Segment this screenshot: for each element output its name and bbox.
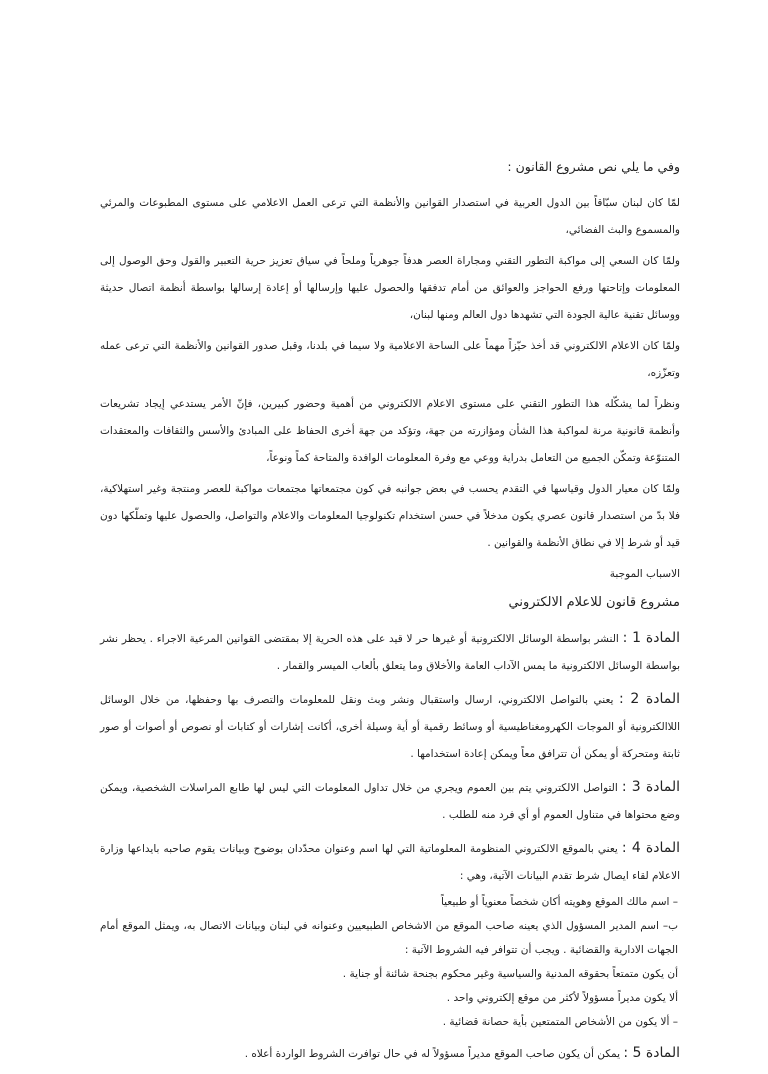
article-text: يعني بالموقع الالكتروني المنظومة المعلوماتية التي لها اسم وعنوان محدّدان بوضوح وبيانات يقوم صاحبه بايداعها وزارة الاعلام لقاء ايصال شرط تقدم البيانات الآتية، وهي : <box>100 843 680 882</box>
list-item: – ألا يكون من الأشخاص المتمتعين بأية حصانة قضائية . <box>442 1016 678 1028</box>
preamble-paragraph: لمّا كان لبنان سبّاقاً بين الدول العربية في استصدار القوانين والأنظمة التي ترعى العمل الاعلامي على مستوى المطبوعات والمرئي والمسموع والبث الفضائي، <box>100 197 680 236</box>
article-2 <box>100 686 680 768</box>
article-text: يعني بالتواصل الالكتروني، ارسال واستقبال ونشر وبث ونقل للمعلومات والتصرف بها وحفظها، من خلال الوسائل اللاالكترونية أو الموجات الكهرومغناطيسية أو وسائط رقمية أو أية وسيلة أخرى، أكانت إشارات أو كتابات أو نصوص أو أصوات أو صور ثابتة ومتحركة أو يمكن أن تترافق معاً ويمكن إعادة استخدامها . <box>100 694 680 760</box>
article-1 <box>100 625 680 680</box>
list-item: ألا يكون مديراً مسؤولاً لأكثر من موقع إلكتروني واحد . <box>446 992 678 1004</box>
article-text: يمكن أن يكون صاحب الموقع مديراً مسؤولاً له في حال توافرت الشروط الواردة أعلاه . <box>244 1048 621 1060</box>
preamble-paragraph: ولمّا كان الاعلام الالكتروني قد أخذ حيّزاً مهماً على الساحة الاعلامية ولا سيما في بلدنا، وقبل صدور القوانين والأنظمة التي ترعى عمله وتعزّزه، <box>100 340 680 379</box>
list-item: – اسم مالك الموقع وهويته أكان شخصاً معنوياً أو طبيعياً <box>440 896 678 908</box>
article-label: المادة 1 : <box>622 630 680 646</box>
article-text: النشر بواسطة الوسائل الالكترونية أو غيرها حر لا قيد على هذه الحرية إلا بمقتضى القوانين المرعية الاجراء . يحظر نشر بواسطة الوسائل الالكترونية ما يمس الآداب العامة والأخلاق وما يتعلق بألعاب الميسر والقمار . <box>100 633 680 672</box>
article-label: المادة 3 : <box>621 779 680 795</box>
list-item: أن يكون متمتعاً بحقوقه المدنية والسياسية وغير محكوم بجنحة شائنة أو جناية . <box>342 968 678 980</box>
article-5 <box>100 1040 680 1068</box>
law-title: مشروع قانون للاعلام الالكتروني <box>508 595 680 610</box>
article-4 <box>100 835 680 1034</box>
list-item: ب– اسم المدير المسؤول الذي يعينه صاحب الموقع من الاشخاص الطبيعيين وعنوانه في لبنان وبيانات الاتصال به، ويمثل الموقع أمام الجهات الادارية والقضائية . ويجب أن تتوافر فيه الشروط الآتية : <box>100 920 678 956</box>
preamble-paragraph: ونظراً لما يشكّله هذا التطور التقني على مستوى الاعلام الالكتروني من أهمية وحضور كبيرين، فإنّ الأمر يستدعي إيجاد تشريعات وأنظمة قانونية مرنة لمواكبة هذا الشأن ومؤازرته من جهة، وتؤكد من جهة أخرى الحفاظ على المبادئ والأسس والثقافات والمعتقدات المتنوّعة وتمكّن الجميع من التعامل بدراية ووعي مع وفرة المعلومات الوافدة والمتاحة كماً ونوعاً، <box>100 398 680 464</box>
article-label: المادة 4 : <box>621 840 680 856</box>
preamble-paragraph: ولمّا كان معيار الدول وقياسها في التقدم يحسب في بعض جوانبه في كون مجتمعاتها مجتمعات مواكبة للعصر ومنتجة وغير استهلاكية، فلا بدّ من استصدار قانون عصري يكون مدخلاً في حسن استخدام تكنولوجيا المعلومات والاعلام والتواصل، والحصول عليها وتملّكها دون قيد أو شرط إلا في نطاق الأنظمة والقوانين . <box>100 483 680 549</box>
article-3 <box>100 774 680 829</box>
article-text: التواصل الالكتروني يتم بين العموم ويجري من خلال تداول المعلومات التي ليس لها طابع المراسلات الشخصية، ويمكن وضع محتواها في متناول العموم أو أي فرد منه للطلب . <box>100 782 680 821</box>
article-label: المادة 2 : <box>618 691 680 707</box>
reasons-heading: الاسباب الموجبة <box>609 568 680 580</box>
document-page <box>100 150 680 1074</box>
article-label: المادة 5 : <box>623 1045 680 1061</box>
preamble-paragraph: ولمّا كان السعي إلى مواكبة التطور التقني ومجاراة العصر هدفاً جوهرياً وملحاً في سياق تعزيز حرية التعبير والقول وحق الوصول إلى المعلومات وإتاحتها ورفع الحواجز والعوائق من أمام تدفقها والحصول عليها وإرسالها أو إعادة إرسالها بواسطة أنظمة اتصال حديثة ووسائل تقنية عالية الجودة التي تشهدها دول العالم ومنها لبنان، <box>100 255 680 321</box>
intro-heading: وفي ما يلي نص مشروع القانون : <box>507 159 680 174</box>
